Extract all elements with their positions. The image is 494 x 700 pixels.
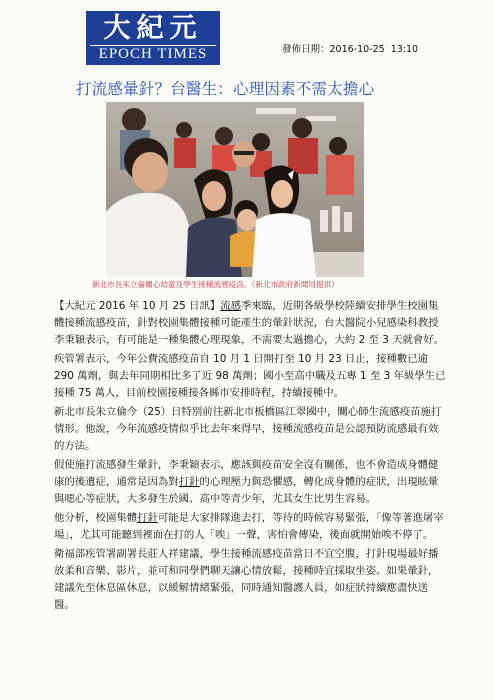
- keyword-link-injection-2: 打針: [137, 512, 158, 524]
- epoch-times-logo: [86, 11, 220, 65]
- photo-caption: 新北市長朱立倫關心幼童及學生接種流感疫苗。（新北市政府新聞局提供）: [92, 280, 339, 289]
- logo-english-title: EPOCH TIMES: [90, 45, 216, 63]
- article-paragraph-6: 衛福部疾管署副署長莊人祥建議，學生接種流感疫苗當日不宜空腹，打針現場最好播放柔和音樂、影片，並可和同學們聊天讓心情放鬆，接種時宜採取坐姿。如果暈針，建議先至休息區休息，以緩解情緒緊張，同時通知醫護人員，如症狀持續應盡快送醫。: [54, 548, 439, 611]
- paragraph-5-text-b: 可能是大家排隊進去打，等待的時候容易緊張，「像等著進屠宰場」，尤其可能聽到裡面在打的人「唉」一聲，害怕會傳染，後面就開始唉不停了。: [54, 512, 444, 541]
- article-paragraph-5: [54, 510, 446, 544]
- publish-time: 13:10: [390, 44, 419, 55]
- paragraph-5-text-a: 他分析，校園集體: [54, 512, 138, 524]
- article-paragraph-4: [54, 457, 446, 508]
- dateline: 【大紀元 2016 年 10 月 25 日訊】: [54, 300, 221, 312]
- paragraph-4-text-b: 的心理壓力與恐懼感，轉化成身體的症狀，出現眩暈與噁心等症狀，大多發生於國、高中等青少年，尤其女生比男生容易。: [54, 476, 439, 505]
- article-body: [54, 298, 446, 616]
- article-paragraph-1: [54, 298, 446, 349]
- keyword-link-injection: 打針: [178, 476, 200, 488]
- publish-date: [282, 41, 418, 55]
- news-photo-illustration: [106, 102, 364, 277]
- keyword-link-flu: 流感: [220, 300, 241, 312]
- paragraph-1-text: 季來臨，近期各級學校陸續安排學生校園集體接種流感疫苗，針對校園集體接種可能產生的暈針狀況，台大醫院小兒感染科教授李秉穎表示，有可能是一種集體心理現象，不需要太過擔心，大約 2 至 3 天就會好。: [54, 300, 445, 346]
- article-headline: 打流感暈針？台醫生：心理因素不需太擔心: [76, 80, 375, 98]
- publish-date-label: 發佈日期：2016-10-25: [282, 44, 385, 55]
- paragraph-4-text-a: 假使施打流感發生暈針，李秉穎表示，應該與疫苗安全沒有關係，也不會造成身體健康的後遺症，通常是因為對: [54, 459, 439, 488]
- article-paragraph-3: 新北市長朱立倫今（25）日特別前往新北市板橋區江翠國中，關心師生流感疫苗施打情形。他說，今年流感疫情似乎比去年來得早，接種流感疫苗是公認預防流感最有效的方法。: [54, 406, 442, 452]
- logo-chinese-title: 大紀元: [103, 13, 203, 44]
- news-photo: [106, 102, 364, 277]
- article-paragraph-2: 疾管署表示，今年公費流感疫苗自 10 月 1 日開打至 10 月 23 日止，接種數已逾 290 萬劑，與去年同期相比多了近 98 萬劑；國小至高中職及五專 1 至 3 年級學生已接種 75 萬人，目前校園接種接各縣市安排時程，持續接種中。: [54, 353, 446, 399]
